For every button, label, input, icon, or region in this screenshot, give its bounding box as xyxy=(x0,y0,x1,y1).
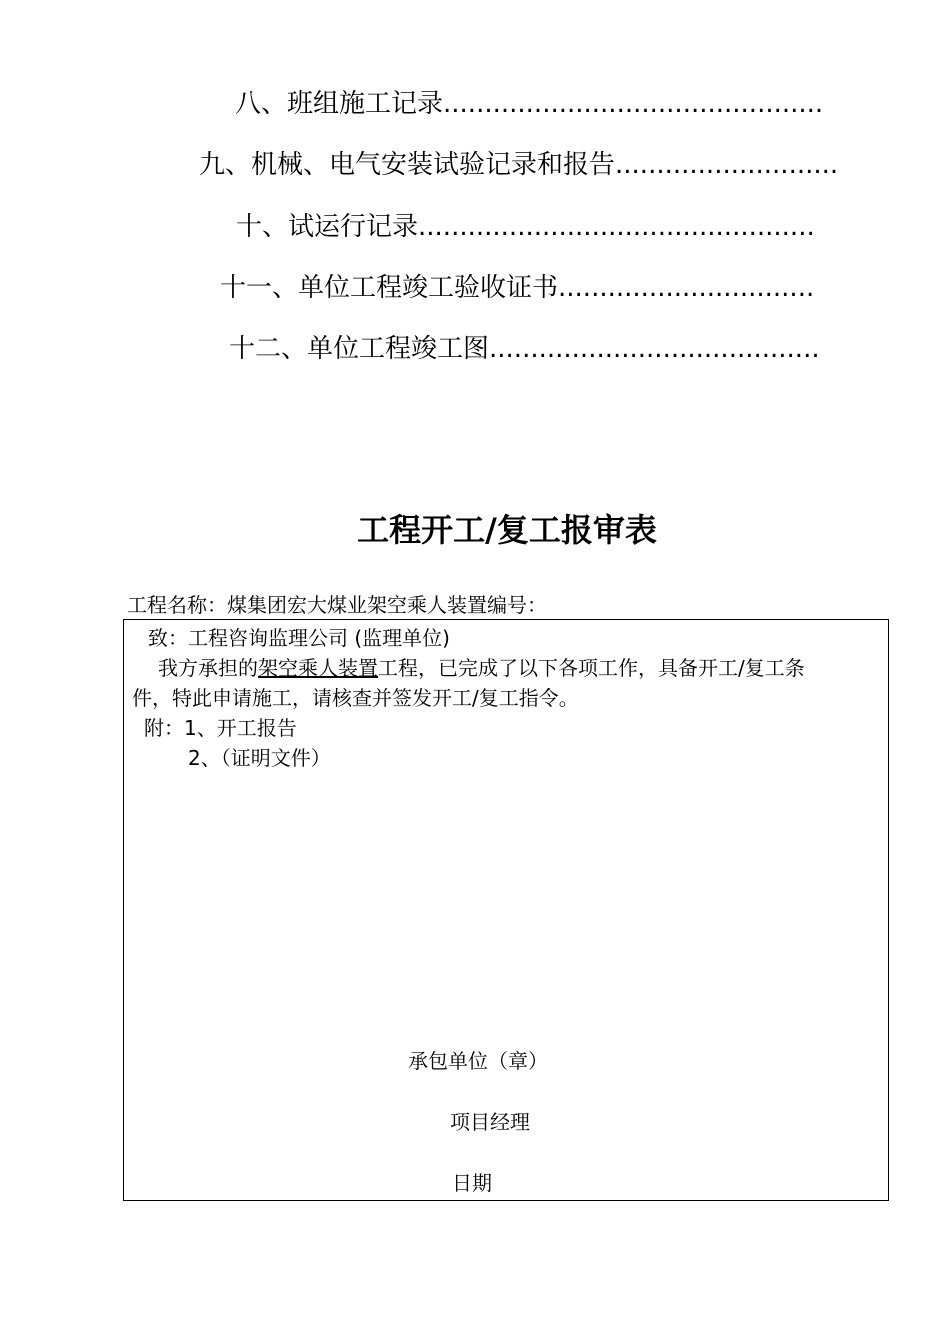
toc-leader-dots: ........................... xyxy=(615,150,839,180)
toc-item-label: 九、机械、电气安装试验记录和报告 xyxy=(199,150,616,180)
attachment-line-1: 附：1、开工报告 xyxy=(144,716,297,740)
attachment-line-2: 2、（证明文件） xyxy=(188,746,331,770)
toc-item-label: 十二、单位工程竣工图 xyxy=(229,334,490,364)
body-suffix: 工程，已完成了以下各项工作，具备开工/复工条 xyxy=(378,656,805,680)
toc-item-label: 十一、单位工程竣工验收证书 xyxy=(220,273,559,303)
form-title: 工程开工/复工报审表 xyxy=(357,511,657,549)
body-line-2: 件，特此申请施工，请核查并签发开工/复工指令。 xyxy=(132,686,579,710)
form-box xyxy=(123,619,889,1201)
body-project-name: 架空乘人装置 xyxy=(258,656,378,680)
body-line-1 xyxy=(158,653,805,683)
toc-item-label: 八、班组施工记录 xyxy=(235,89,444,119)
project-manager-label: 项目经理 xyxy=(450,1110,530,1134)
toc-leader-dots: .............................................. xyxy=(443,89,824,119)
to-line: 致：工程咨询监理公司 (监理单位) xyxy=(148,626,450,650)
toc-leader-dots: ........................................ xyxy=(489,334,820,364)
project-name-line: 工程名称：煤集团宏大煤业架空乘人装置编号： xyxy=(127,593,547,617)
date-label: 日期 xyxy=(452,1171,492,1195)
toc-item-10 xyxy=(236,210,815,244)
contractor-seal-label: 承包单位（章） xyxy=(408,1049,548,1073)
toc-item-label: 十、试运行记录 xyxy=(236,212,419,242)
toc-leader-dots: ................................................ xyxy=(418,212,815,242)
toc-leader-dots: ............................... xyxy=(558,273,815,303)
toc-item-9 xyxy=(199,148,838,182)
toc-item-8 xyxy=(235,87,823,121)
toc-item-12 xyxy=(229,332,820,366)
body-prefix: 我方承担的 xyxy=(158,656,258,680)
toc-item-11 xyxy=(220,271,814,305)
